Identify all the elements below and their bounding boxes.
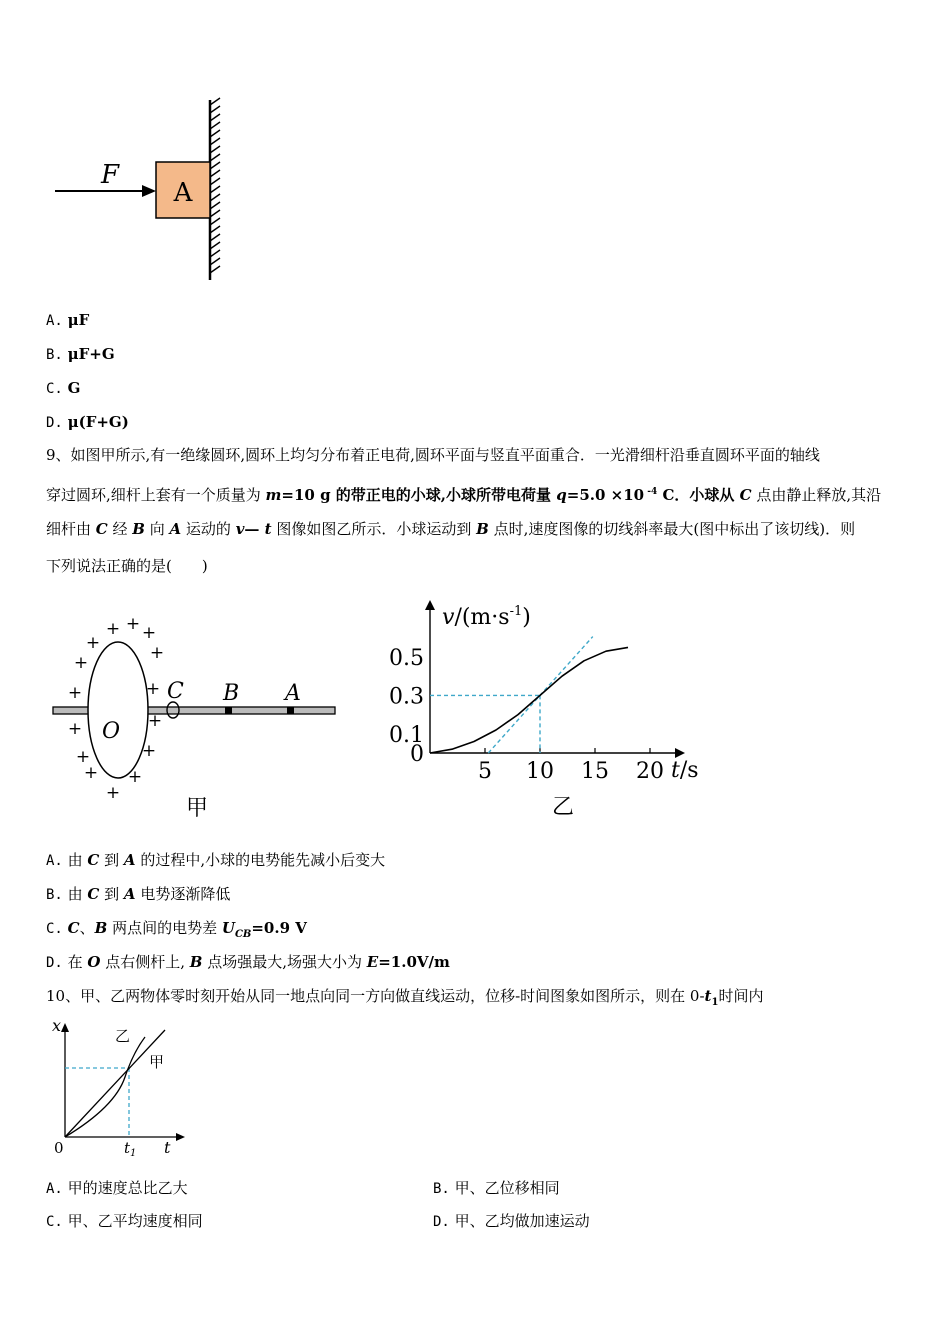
label-c: C	[167, 679, 184, 704]
question-10: 10、甲、乙两物体零时刻开始从同一地点向同一方向做直线运动，位移-时间图象如图所示，则在 $0-t_1$时间内	[46, 987, 764, 1008]
charge-plus: +	[85, 633, 101, 653]
label-b: B	[223, 681, 240, 706]
q10-option-d[interactable]: D. 甲、乙均做加速运动	[433, 1212, 590, 1230]
charge-plus: +	[125, 614, 141, 634]
question-9	[46, 437, 908, 585]
charge-plus: +	[67, 719, 83, 739]
charge-plus: +	[145, 679, 161, 699]
y-tick-label: 0.5	[389, 646, 424, 671]
x-tick-label: 15	[581, 759, 609, 784]
point-b-dot	[225, 707, 232, 714]
charge-plus: +	[83, 763, 99, 783]
caption-jia: 甲	[185, 796, 209, 821]
q9-line1: 9、如图甲所示,有一绝缘圆环,圆环上均匀分布着正电荷,圆环平面与竖直平面重合．一光滑细杆沿垂直圆环平面的轴线	[46, 446, 820, 464]
caption-yi: 乙	[551, 795, 575, 820]
q10-option-a[interactable]: A. 甲的速度总比乙大	[46, 1179, 188, 1197]
series-line	[430, 647, 628, 753]
xt-x-label: x	[52, 1016, 62, 1035]
block-label: A	[173, 178, 193, 208]
charge-plus: +	[75, 747, 91, 767]
charge-plus: +	[141, 623, 157, 643]
q9-option-b[interactable]: B. 由 C 到 A 电势逐渐降低	[46, 885, 231, 903]
point-a-dot	[287, 707, 294, 714]
q9-option-a[interactable]: A. 由 C 到 A 的过程中,小球的电势能先减小后变大	[46, 851, 386, 869]
xt-label-jia: 甲	[149, 1053, 165, 1071]
xt-figure	[45, 1015, 195, 1160]
q10-option-b[interactable]: B. 甲、乙位移相同	[433, 1179, 560, 1197]
q9-line4: 下列说法正确的是( )	[46, 557, 208, 575]
force-block-figure	[40, 95, 240, 285]
force-label: F	[100, 160, 120, 190]
x-tick-label: 10	[526, 759, 554, 784]
chart-origin: 0	[410, 742, 424, 767]
label-o: O	[102, 719, 121, 744]
q9-line3: 细杆由 C 经 B 向 A 运动的 v— t 图像如图乙所示．小球运动到 B 点时,速度图像的切线斜率最大(图中标出了该切线)．则	[46, 520, 856, 538]
xt-label-yi: 乙	[115, 1027, 131, 1045]
charge-plus: +	[105, 783, 121, 803]
q10-option-c[interactable]: C. 甲、乙平均速度相同	[46, 1212, 203, 1230]
charge-plus: +	[73, 653, 89, 673]
q9-line2: 穿过圆环,细杆上套有一个质量为 m=10 g 的带正电的小球,小球所带电荷量 q=5.0 ×10 $^{-4}$ C．小球从 C 点由静止释放,其沿	[46, 486, 882, 504]
q8-option-d[interactable]: D. μ(F+G)	[46, 413, 129, 431]
q9-option-d[interactable]: D. 在 O 点右侧杆上, B 点场强最大,场强大小为 E=1.0V/m	[46, 953, 450, 971]
x-tick-label: 20	[636, 759, 664, 784]
charge-plus: +	[105, 619, 121, 639]
charge-plus: +	[149, 643, 165, 663]
q8-option-b[interactable]: B. μF+G	[46, 345, 115, 363]
chart-ylabel: $v/(m\cdot s^{-1})$	[442, 604, 531, 630]
charge-plus: +	[67, 683, 83, 703]
q8-option-c[interactable]: C. G	[46, 379, 81, 397]
charge-plus: +	[147, 711, 163, 731]
curve-yi	[65, 1037, 145, 1137]
xt-origin: 0	[54, 1139, 64, 1157]
curve-jia	[65, 1030, 165, 1137]
charge-plus: +	[141, 741, 157, 761]
q9-option-c[interactable]: C. C、B 两点间的电势差 $U_{CB}=0.9$ V	[46, 919, 307, 940]
label-a: A	[285, 681, 301, 706]
xt-t1-label: $t_1$	[124, 1139, 137, 1159]
chart-xlabel: t/s	[671, 758, 699, 783]
ring-rod-figure	[45, 610, 345, 825]
q8-option-a[interactable]: A. μF	[46, 311, 90, 329]
y-tick-label: 0.1	[389, 722, 424, 748]
xt-t-label: t	[164, 1138, 171, 1157]
y-tick-label: 0.3	[389, 684, 424, 710]
charge-plus: +	[127, 767, 143, 787]
vt-chart	[385, 590, 705, 825]
x-tick-label: 5	[478, 759, 492, 784]
